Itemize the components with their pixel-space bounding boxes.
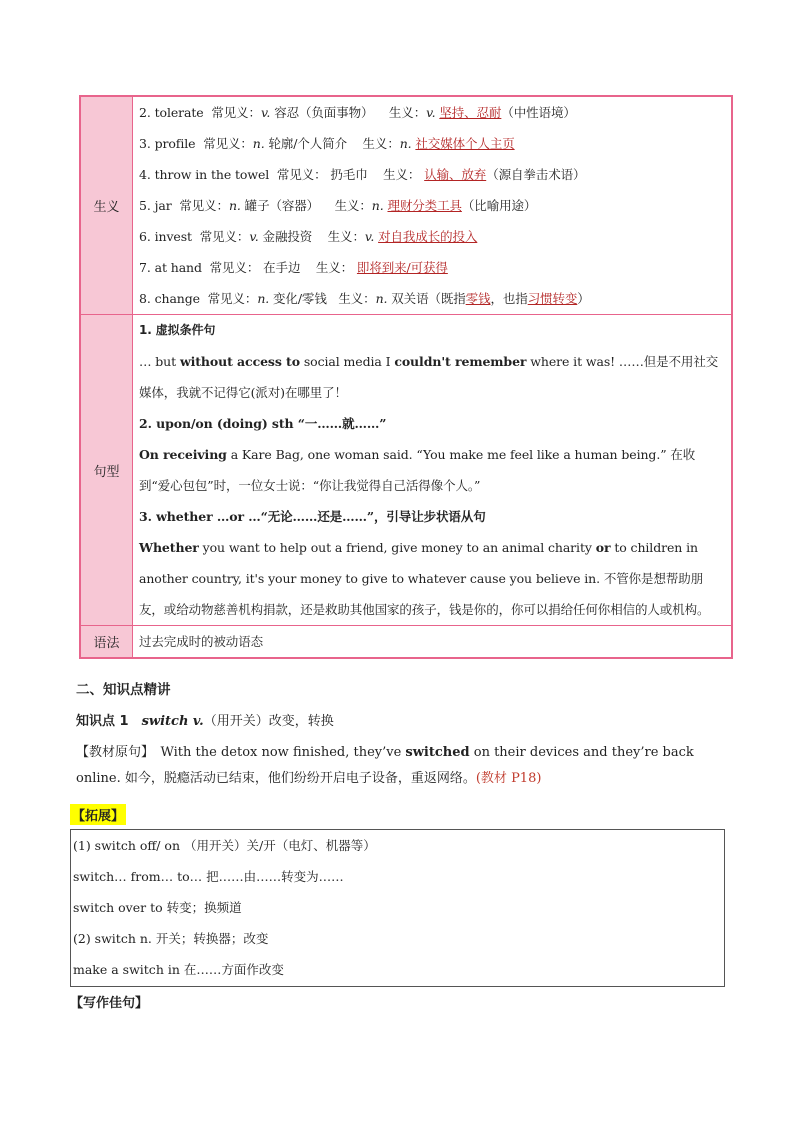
pattern-example: Whether you want to help out a friend, give money to an animal charity or to children in another country, it's your money to give to whatever cause you believe in. 不管你是想帮助朋友，或给动物慈善机构捐款，还是救助其他国家的孩子，钱是你的，你可以捐给任何你相信的人或机构。 [139, 540, 710, 617]
textbook-original-sentence: 【教材原句】 With the detox now finished, they’ve switched on their devices and they’re back online. 如今，脱瘾活动已结束，他们纷纷开启电子设备，重返网络。(教材 P18) [76, 745, 694, 786]
list-item: make a switch in 在……方面作改变 [73, 962, 284, 977]
pattern-heading: 2. upon/on (doing) sth “一……就……” [139, 416, 387, 431]
list-item: 4. throw in the towel 常见义： 扔毛巾 生义： 认输、放弃（源自拳击术语） [139, 167, 586, 182]
table-row [80, 315, 732, 626]
knowledge-point-heading: 知识点 1 switch v.（用开关）改变，转换 [76, 714, 334, 729]
sentence-cell [133, 315, 733, 626]
list-item: (1) switch off/ on （用开关）关/开（电灯、机器等） [73, 838, 376, 853]
list-item: (2) switch n. 开关；转换器；改变 [73, 931, 269, 946]
grammar-cell [133, 626, 733, 659]
section-title: 二、知识点精讲 [76, 682, 171, 698]
list-item: 2. tolerate 常见义：v. 容忍（负面事物） 生义：v. 坚持、忍耐（中性语境） [139, 105, 576, 120]
pattern-heading: 1. 虚拟条件句 [139, 323, 216, 337]
table-row [80, 96, 732, 315]
writing-label: 【写作佳句】 [70, 996, 149, 1011]
list-item: 6. invest 常见义：v. 金融投资 生义：v. 对自我成长的投入 [139, 229, 478, 244]
vocabulary-table [79, 95, 733, 659]
list-item: 7. at hand 常见义： 在手边 生义： 即将到来/可获得 [139, 260, 448, 275]
expand-label: 【拓展】 [70, 804, 126, 825]
list-item: switch over to 转变；换频道 [73, 900, 242, 915]
list-item: 3. profile 常见义：n. 轮廓/个人简介 生义：n. 社交媒体个人主页 [139, 136, 515, 151]
row-label-meaning: 生义 [80, 96, 133, 315]
list-item: switch… from… to… 把……由……转变为…… [73, 869, 344, 884]
row-label-sentence: 句型 [80, 315, 133, 626]
list-item: 5. jar 常见义：n. 罐子（容器） 生义：n. 理财分类工具（比喻用途） [139, 198, 537, 213]
list-item: 8. change 常见义：n. 变化/零钱 生义：n. 双关语（既指零钱，也指习惯转变） [139, 291, 590, 306]
pattern-example: On receiving a Kare Bag, one woman said. “You make me feel like a human being.” 在收到“爱心包包”时，一位女士说：“你让我觉得自己活得像个人。” [139, 447, 696, 493]
expand-box [70, 829, 725, 987]
meaning-cell [133, 96, 733, 315]
pattern-example: … but without access to social media I couldn't remember where it was! ……但是不用社交媒体，我就不记得它(派对)在哪里了！ [139, 354, 719, 400]
grammar-text: 过去完成时的被动语态 [139, 634, 264, 649]
pattern-heading: 3. whether …or …“无论……还是……”，引导让步状语从句 [139, 509, 486, 524]
row-label-grammar: 语法 [80, 626, 133, 659]
table-row [80, 626, 732, 659]
